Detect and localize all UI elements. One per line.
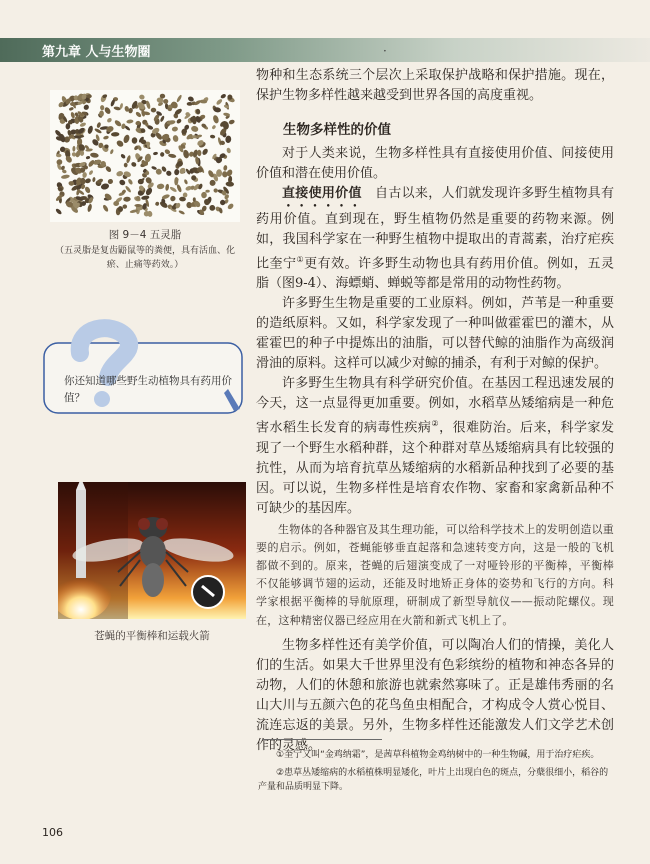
main-text-column bbox=[256, 66, 614, 756]
footnote-1: ①奎宁又叫“金鸡纳霜”，是茜草科植物金鸡纳树中的一种生物碱，用于治疗疟疾。 bbox=[276, 750, 600, 760]
paragraph-values: 对于人类来说，生物多样性具有直接使用价值、间接使用价值和潜在使用价值。 bbox=[256, 146, 614, 181]
footnote-ref-2: ② bbox=[431, 419, 440, 429]
question-box bbox=[42, 315, 247, 415]
section-heading: 生物多样性的价值 bbox=[283, 122, 391, 138]
direct-value-text-a: 自古以来，人们就发现许多野生植物具有药用价值。直到现在，野生植物仍然是重要的药物来源。例如，我国科学家在一种野生植物中提取出的青蒿素，治疗疟疾比奎宁 bbox=[256, 186, 614, 272]
footnote-ref-1: ① bbox=[296, 255, 305, 264]
intro-paragraph: 物种和生态系统三个层次上采取保护战略和保护措施。现在，保护生物多样性越来越受到世界各国的高度重视。 bbox=[256, 68, 614, 103]
direct-value-text-b: 更有效。许多野生动物也具有药用价值。例如，五灵脂（图9-4）、海螵蛸、蝉蜕等都是常用的动物性药物。 bbox=[256, 256, 614, 292]
footnote-divider bbox=[262, 739, 382, 740]
seed-photo bbox=[50, 90, 240, 222]
header-mark: · bbox=[383, 44, 387, 58]
seed-figure-note: （五灵脂是复齿鼯鼠等的粪便，具有活血、化瘀、止痛等药效。） bbox=[54, 246, 235, 270]
paragraph-direct-value bbox=[256, 184, 614, 294]
paragraph-industrial: 许多野生生物是重要的工业原料。例如，芦苇是一种重要的造纸原料。又如，科学家发现了一种叫做霍霍巴的灌木，从霍霍巴的种子中提炼出的油脂，可以替代鲸的油脂作为高级润滑油的原料。这样可以减少对鲸的捕杀，有利于对鲸的保护。 bbox=[256, 296, 614, 372]
research-text-b: ，很难防治。后来，科学家发现了一个野生水稻种群，这个种群对草丛矮缩病具有比较强的抗性，从而为培育抗草丛矮缩病的水稻新品种找到了必要的基因。可以说，生物多样性是培育农作物、家畜和家禽新品种不可缺少的基因库。 bbox=[256, 420, 614, 516]
fly-rocket-photo bbox=[58, 482, 246, 619]
chapter-title: 第九章 人与生物圈 bbox=[42, 45, 151, 60]
paragraph-research bbox=[256, 374, 614, 518]
direct-value-label: 直接使用价值 bbox=[282, 186, 362, 201]
paragraph-aesthetic: 生物多样性还有美学价值，可以陶冶人们的情操，美化人们的生活。如果大千世界里没有色彩缤纷的植物和神态各异的动物，人们的休憩和旅游也就索然寡味了。正是雄伟秀丽的名山大川与五颜六色的花鸟鱼虫相配合，才构成令人赏心悦目、流连忘返的美景。另外，生物多样性还能激发人们文学艺术创作的灵感。 bbox=[256, 637, 614, 753]
page-number: 106 bbox=[42, 826, 63, 839]
question-text: 你还知道哪些野生动植物具有药用价值？ bbox=[64, 375, 232, 404]
footnote-2: ②患草丛矮缩病的水稻植株明显矮化，叶片上出现白色的斑点，分蘖很细小，稻谷的产量和品质明显下降。 bbox=[258, 767, 609, 792]
fly-figure-caption: 苍蝇的平衡棒和运载火箭 bbox=[94, 630, 210, 642]
footnotes bbox=[258, 748, 616, 798]
paragraph-bionics: 生物体的各种器官及其生理功能，可以给科学技术上的发明创造以重要的启示。例如，苍蝇能够垂直起落和急速转变方向，这是一般的飞机都做不到的。原来，苍蝇的后翅演变成了一对哑铃形的平衡棒，平衡棒不仅能够调节翅的运动，还能及时地矫正身体的姿势和飞行的方向。科学家根据平衡棒的导航原理，研制成了新型导航仪——振动陀螺仪。现在，这种精密仪器已经应用在火箭和新式飞机上了。 bbox=[256, 522, 614, 627]
seed-figure-caption: 图 9－4 五灵脂 bbox=[108, 229, 182, 241]
research-text-a: 许多野生生物具有科学研究价值。在基因工程迅速发展的今天，这一点显得更加重要。例如，水稻草丛矮缩病是一种危害水稻生长发育的病毒性疾病 bbox=[256, 376, 614, 436]
